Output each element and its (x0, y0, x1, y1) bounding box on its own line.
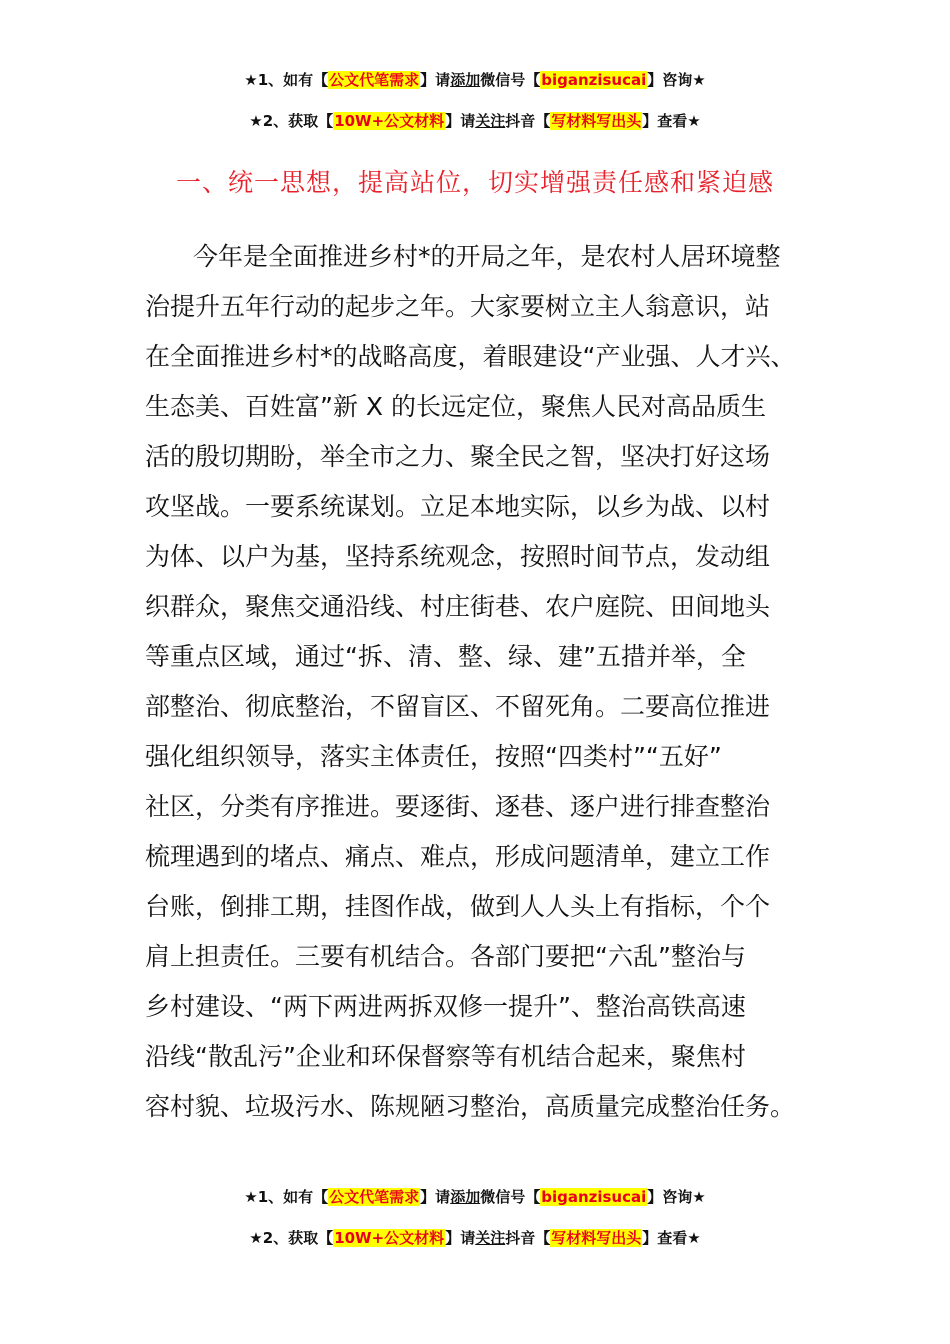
banner-text: 抖音【 (505, 112, 551, 130)
paragraph-line: 攻坚战。一要系统谋划。立足本地实际，以乡为战、以村 (145, 492, 771, 521)
paragraph-line: 社区，分类有序推进。要逐街、逐巷、逐户进行排查整治 (145, 792, 771, 821)
paragraph-line: 沿线“散乱污”企业和环保督察等有机结合起来，聚焦村 (145, 1042, 746, 1071)
banner-text: 】请 (420, 1188, 451, 1206)
footer-banner-line-2 (0, 1226, 950, 1250)
paragraph-line: 在全面推进乡村*的战略高度，着眼建设“产业强、人才兴、 (145, 342, 796, 371)
highlight-douyin-account: 写材料写出头 (551, 112, 642, 130)
highlight-materials: 10W+公文材料 (334, 112, 445, 130)
body-paragraph (145, 232, 810, 1132)
paragraph-line: 强化组织领导，落实主体责任，按照“四类村”“五好” (145, 742, 722, 771)
paragraph-line: 今年是全面推进乡村*的开局之年，是农村人居环境整 (193, 242, 781, 271)
highlight-douyin-account: 写材料写出头 (551, 1229, 642, 1247)
highlight-wechat-id: biganzisucai (541, 1188, 647, 1206)
underlined-text: 添加 (450, 71, 481, 89)
paragraph-line: 等重点区域，通过“拆、清、整、绿、建”五措并举，全 (145, 642, 746, 671)
banner-text: 】查看★ (642, 1229, 701, 1247)
header-banner-line-2 (0, 109, 950, 133)
underlined-text: 关注 (475, 1229, 506, 1247)
paragraph-line: 部整治、彻底整治，不留盲区、不留死角。二要高位推进 (145, 692, 771, 721)
footer-banner-line-1 (0, 1185, 950, 1209)
paragraph-line: 容村貌、垃圾污水、陈规陋习整治，高质量完成整治任务。 (145, 1092, 796, 1121)
paragraph-line: 乡村建设、“两下两进两拆双修一提升”、整治高铁高速 (145, 992, 746, 1021)
banner-text: ★1、如有【 (244, 71, 329, 89)
banner-text: 】咨询★ (647, 71, 706, 89)
highlight-materials: 10W+公文材料 (334, 1229, 445, 1247)
paragraph-line: 肩上担责任。三要有机结合。各部门要把“六乱”整治与 (145, 942, 746, 971)
highlight-service: 公文代笔需求 (329, 71, 420, 89)
section-heading: 一、统一思想，提高站位，切实增强责任感和紧迫感 (175, 168, 774, 197)
header-banner-line-1 (0, 68, 950, 92)
banner-text: 】请 (420, 71, 451, 89)
banner-text: 】咨询★ (647, 1188, 706, 1206)
paragraph-line: 梳理遇到的堵点、痛点、难点，形成问题清单，建立工作 (145, 842, 771, 871)
highlight-wechat-id: biganzisucai (541, 71, 647, 89)
underlined-text: 添加 (450, 1188, 481, 1206)
banner-text: 】查看★ (642, 112, 701, 130)
banner-text: 微信号【 (480, 1188, 541, 1206)
paragraph-line: 台账，倒排工期，挂图作战，做到人人头上有指标，个个 (145, 892, 771, 921)
banner-text: ★2、获取【 (249, 112, 334, 130)
banner-text: 微信号【 (480, 71, 541, 89)
banner-text: 抖音【 (505, 1229, 551, 1247)
banner-text: 】请 (445, 112, 476, 130)
underlined-text: 关注 (475, 112, 506, 130)
paragraph-line: 治提升五年行动的起步之年。大家要树立主人翁意识，站 (145, 292, 771, 321)
paragraph-line: 活的殷切期盼，举全市之力、聚全民之智，坚决打好这场 (145, 442, 771, 471)
banner-text: ★1、如有【 (244, 1188, 329, 1206)
banner-text: 】请 (445, 1229, 476, 1247)
paragraph-line: 织群众，聚焦交通沿线、村庄街巷、农户庭院、田间地头 (145, 592, 771, 621)
banner-text: ★2、获取【 (249, 1229, 334, 1247)
paragraph-line: 生态美、百姓富”新 X 的长远定位，聚焦人民对高品质生 (145, 392, 766, 421)
paragraph-line: 为体、以户为基，坚持系统观念，按照时间节点，发动组 (145, 542, 771, 571)
highlight-service: 公文代笔需求 (329, 1188, 420, 1206)
